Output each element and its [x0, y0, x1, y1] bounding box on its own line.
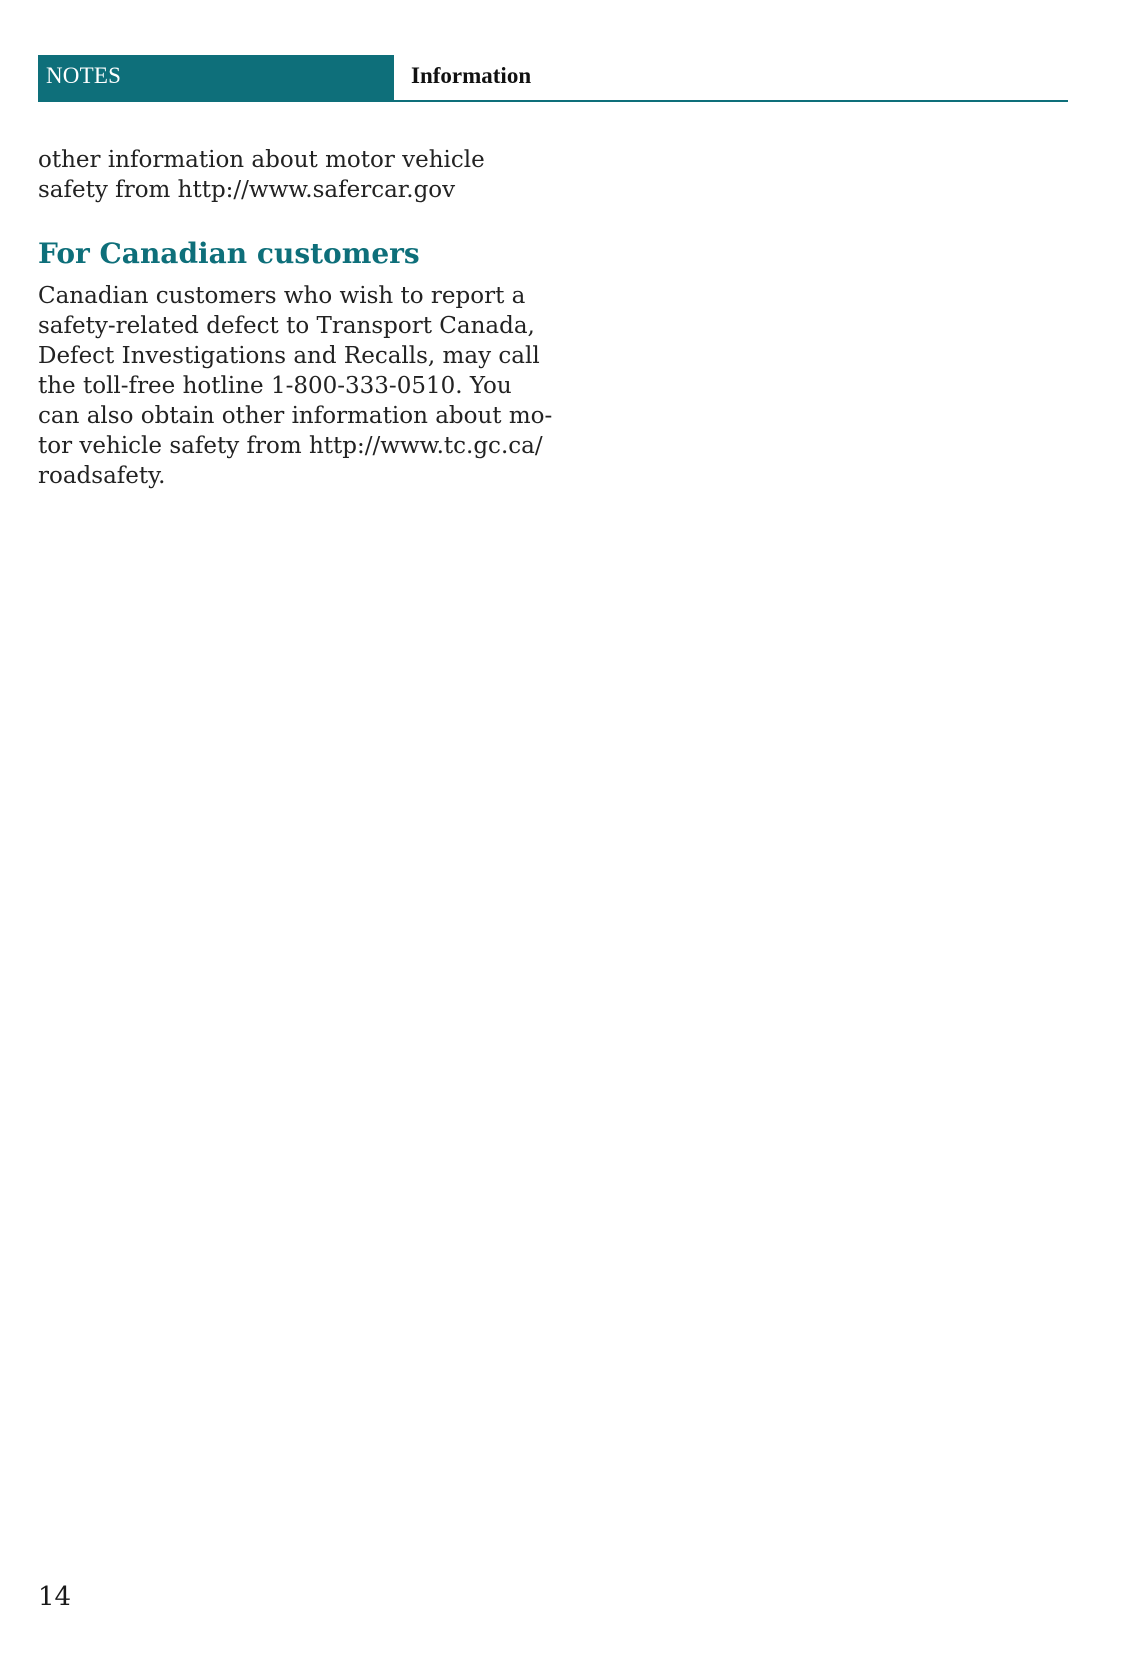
body-line: roadsafety.: [38, 463, 166, 489]
chapter-title: Information: [411, 63, 532, 88]
page-header: [38, 55, 1068, 102]
page-number: 14: [38, 1582, 72, 1612]
body-line: safety-related defect to Transport Canada,: [38, 313, 535, 339]
intro-line: safety from http://www.safercar.gov: [38, 177, 456, 203]
body-line: can also obtain other information about mo-: [38, 403, 553, 429]
section-heading: For Canadian customers: [38, 237, 420, 270]
header-rule: [394, 100, 1068, 102]
section-tab: NOTES: [38, 55, 394, 102]
body-line: tor vehicle safety from http://www.tc.gc.ca/: [38, 433, 543, 459]
body-line: Canadian customers who wish to report a: [38, 283, 526, 309]
intro-paragraph: [38, 145, 538, 205]
body-line: the toll-free hotline 1-800-333-0510. You: [38, 373, 512, 399]
intro-line: other information about motor vehicle: [38, 147, 485, 173]
page-content: [38, 145, 553, 491]
body-line: Defect Investigations and Recalls, may call: [38, 343, 540, 369]
body-paragraph: [38, 281, 553, 491]
